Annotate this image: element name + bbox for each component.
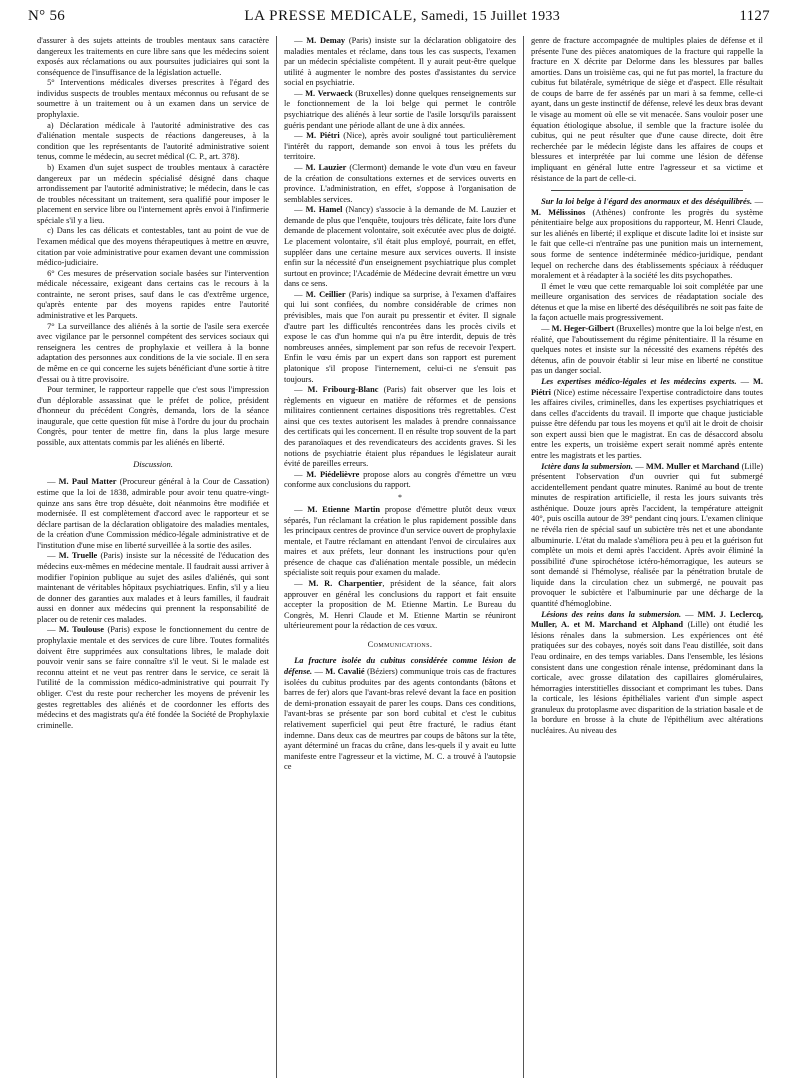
entry-text: (Paris) fait observer que les lois et règlements en vigueur en matière de réformes et de pensions militaires contiennent certaines dispositions très regrettables. C'est ainsi que ces textes autorisent les malades à prendre connaissance des certificats qui les concernent. Il en résulte trop souvent de la part des paranoïaques et des revendicateurs des accidents graves. Si les notions de psychiatrie étaient plus répandues le législateur aurait évité de pareilles erreurs.	[284, 385, 516, 469]
issue-number: N° 56	[28, 8, 66, 24]
speaker-name: M. Piétri	[306, 131, 340, 141]
discussion-entry: — M. Lauzier (Clermont) demande le vote d'un vœu en faveur de la création de consultations externes et de services ouverts en province. L'administration, en effet, s'oppose à l'organisation de semblables services.	[284, 162, 516, 204]
speaker-name: M. Verwaeck	[305, 88, 353, 98]
divider	[551, 190, 743, 191]
communication-title: Lésions des reins dans la submersion.	[541, 609, 682, 619]
entry-text: (Procureur général à la Cour de Cassation) estime que la loi de 1838, admirable pour avoir tenu quatre-vingt-quinze ans sans être trop désuète, doit néanmoins être modifiée et modernisée. Il est complètement d'accord avec le rapporteur et se déclare partisan de la déclaration obligatoire des maladies mentales, de la création d'une Commission médico-légale administrative et de l'institution d'une mise en liberté surveillée à la sortie des asiles.	[37, 477, 269, 550]
entry-text: (Clermont) demande le vote d'un vœu en faveur de la création de consultations externes et de services ouverts en province. L'administration, en effet, s'oppose à l'organisation de semblables services.	[284, 162, 516, 204]
issue-date: Samedi, 15 Juillet 1933	[420, 9, 561, 24]
column-right	[523, 36, 770, 1078]
entry-text: (Nice) estime nécessaire l'expertise contradictoire dans toutes les affaires civiles, criminelles, dans les expertises psychiatriques et dans celles d'accidents du travail. Il importe que chaque justiciable puisse être défendu par tous les moyens et qu'il ait le droit de choisir son expert aussi bien que le magistrat. En cas de désaccord absolu entre les experts, un troisième expert serait nommé après entente entre les magistrats et les parties.	[531, 387, 763, 460]
speaker-name: M. Ceillier	[305, 289, 346, 299]
speaker-name: M. Piétri	[531, 376, 764, 397]
discussion-entry: — M. Etienne Martin propose d'émettre plutôt deux vœux séparés, l'un réclamant la création le plus rapidement possible dans les principaux centres de province d'un service ouvert de prophylaxie mentale, et l'autre réclamant en attendant l'envoi de circulaires aux maires et aux préfets, leur donnant les instructions pour qu'en présence de chaque cas d'aliénation mentale possible, un médecin spécialiste soit requis pour examen du malade.	[284, 504, 516, 578]
page-header	[28, 8, 770, 30]
speaker-name: M. Heger-Gilbert	[551, 324, 615, 334]
discussion-entry: — M. Paul Matter (Procureur général à la Cour de Cassation) estime que la loi de 1838, admirable pour avoir tenu quatre-vingt-quinze ans sans être trop désuète, doit néanmoins être modifiée et modernisée. Il est complètement d'accord avec le rapporteur et se déclare partisan de la déclaration obligatoire des maladies mentales, de la création d'une Commission médico-légale administrative et de l'institution d'une mise en liberté surveillée à la sortie des asiles.	[37, 477, 269, 550]
paragraph: 7° La surveillance des aliénés à la sortie de l'asile sera exercée avec vigilance par le personnel compétent des services sociaux qui renseignera les centres de prophylaxie et veillera à la bonne adaptation des personnes aux conditions de la vie sociale. Il en sera de même en ce qui concerne les sujets bénéficiant d'une sortie à titre d'essai ou à titre provisoire.	[37, 321, 269, 384]
speaker-name: M. Etienne Martin	[307, 504, 381, 514]
entry-text: , président de la séance, fait alors approuver en général les conclusions du rapport et fait ensuite accepter la proposition de M. Etienne Martin. Le Bureau du Congrès, M. Henri Claude et M. Etienne Martin se réuniront ultérieurement pour la rédaction de ces vœux.	[284, 578, 517, 631]
discussion-entry: — M. Piédelièvre propose alors au congrès d'émettre un vœu conforme aux conclusions du rapport.	[284, 469, 517, 490]
discussion-entry: — M. Verwaeck (Bruxelles) donne quelques renseignements sur le fonctionnement de la loi belge qui permet le contrôle psychiatrique des aliénés à leur sortie de l'asile lorsqu'ils paraissent guéris pendant une période allant de une à dix années.	[284, 88, 517, 130]
entry-text: (Paris) insiste sur la nécessité de l'éducation des médecins eux-mêmes en médecine mentale. Il faudrait aussi arriver à modifier l'opinion publique au sujet des asiles d'aliénés, qui sont maintenant de véritables hôpitaux psychiatriques. Enfin, s'il y a lieu de donner des garanties aux malades et à leurs familles, il faudrait aussi en donner aux médecins qui prennent la responsabilité de placer ou de retenir ces malades.	[37, 551, 269, 624]
discussion-entry: — M. Ceillier (Paris) indique sa surprise, à l'examen d'affaires qui lui sont confiées, du nombre considérable de crimes non prévisibles, mais que l'on aurait pu pressentir et éviter. Il signale d'autre part les difficultés rencontrées dans les procès civils et expose le cas d'un homme qui n'a pu être interdit, depuis de très nombreuses années, simplement par son refus de recevoir l'expert. Enfin le vœu émis par un expert dans son rapport est purement platonique s'il propose l'internement, celui-ci ne s'ensuit pas toujours.	[284, 289, 516, 384]
paragraph: b) Examen d'un sujet suspect de troubles mentaux à caractère dangereux par un médecin spécialisé désigné dans chaque arrondissement par l'autorité administrative; le médecin, dans le cas de troubles nécessitant un traitement, sera qualifié pour imposer le placement en service libre ou l'internement après envoi à l'infirmerie spéciale s'il y a lieu.	[37, 162, 269, 225]
entry-text: (Paris) indique sa surprise, à l'examen d'affaires qui lui sont confiées, du nombre considérable de crimes non prévisibles, mais que l'on aurait pu pressentir et éviter. Il signale d'autre part les difficultés rencontrées dans les procès civils et expose le cas d'un homme qui n'a pu être interdit, depuis de très nombreuses années, simplement par son refus de recevoir l'expert. Enfin le vœu émis par un expert dans son rapport est purement platonique s'il propose l'internement, celui-ci ne s'ensuit pas toujours.	[284, 289, 516, 384]
communication-entry: Sur la loi belge à l'égard des anormaux et des déséquilibrés. — M. Mélissinos (Athènes) confronte les progrès du système pénitentiaire belge aux propositions du rapporteur, M. Henri Claude, sur les aliénés en liberté; il explique et discute ladite loi et insiste sur le fait que celle-ci n'entraîne pas une punition mais un internement, sous forme de sentence indéterminée médico-juridique, pendant lequel on recherche dans des établissements spéciaux à rééduquer moralement et à réadapter à la société les dits psychopathes.	[531, 197, 763, 281]
communication-entry: Les expertises médico-légales et les médecins experts. — M. Piétri (Nice) estime nécessaire l'expertise contradictoire dans toutes les affaires civiles, criminelles, dans les expertises psychiatriques et dans celles d'accidents du travail. Il importe que chaque justiciable puisse être défendu par tous les moyens et qu'il ait le droit de choisir son expert aussi bien que le magistrat. En cas de désaccord absolu entre les experts, un troisième expert serait nommé après entente entre les magistrats et les parties.	[531, 376, 764, 460]
entry-text: propose alors au congrès d'émettre un vœu conforme aux conclusions du rapport.	[284, 469, 517, 490]
discussion-entry: — M. Piétri (Nice), après avoir souligné tout particulièrement l'intérêt du rapport, demande son envoi à tous les préfets du territoire.	[284, 131, 516, 162]
paragraph: 5° Interventions médicales diverses prescrites à l'égard des individus suspects de troubles mentaux méconnus ou refusant de se soumettre à un traitement ou à un examen dans un service de prophylaxie.	[37, 78, 269, 120]
separator-star: *	[398, 492, 402, 502]
discussion-entry: — M. Hamel (Nancy) s'associe à la demande de M. Lauzier et demande de plus que l'enquête, toujours très délicate, faite lors d'une demande de placement volontaire, soit exécutée avec plus de doigté. Le placement volontaire, s'il était plus employé, pourrait, en effet, suppléer dans une certaine mesure aux services ouverts. Il insiste enfin sur la nécessité d'un enseignement psychiatrique plus complet surtout en province; l'Académie de Médecine devrait émettre un vœu dans ce sens.	[284, 205, 516, 289]
discussion-entry: — M. Fribourg-Blanc (Paris) fait observer que les lois et règlements en vigueur en matière de réformes et de pensions militaires contiennent certaines dispositions très regrettables. C'est ainsi que ces textes autorisent les malades à prendre connaissance des certificats qui les concernent. Il en résulte trop souvent de la part des paranoïaques et des revendicateurs des accidents graves. Si les notions de psychiatrie étaient plus répandues le législateur aurait évité de pareilles erreurs.	[284, 385, 516, 469]
paragraph: 6° Ces mesures de préservation sociale basées sur l'intervention médicale nécessaire, exigeant dans certains cas le recours à la contrainte, ne seront prises, sauf dans le cas d'extrême urgence, qu'après entente par des moyens rapides entre l'autorité administrative et les Parquets.	[37, 268, 269, 321]
column-left	[30, 36, 276, 1078]
communication-entry: La fracture isolée du cubitus considérée comme lésion de défense. — M. Cavalié (Béziers) communique trois cas de fractures isolées du cubitus produites par des agents contondants (bâtons et barres de fer) alors que l'avant-bras relevé devant la face en position de demi-pronation essayait de parer les coups. Dans ces conditions, l'avant-bras se présente par son bord cubital et c'est le cubitus relativement superficiel qui peut être fracturé, le radius étant indemne. Dans deux cas de meurtres par coups de bâtons sur la tête, ayant déterminé un fracas du crâne, dans les-quels il y avait eu lutte manifeste entre l'agresseur et la victime, M. C. a trouvé à l'autopsie ce	[284, 656, 517, 772]
speaker-name: M. Fribourg-Blanc	[307, 385, 379, 395]
communications-heading: Communications.	[367, 639, 433, 649]
entry-text: (Paris) insiste sur la déclaration obligatoire des maladies mentales et réclame, dans tous les cas suspects, l'examen par un médecin spécialiste compétent. Il y aurait peut-être quelque utilité à augmenter le nombre des postes d'assistantes du service social en psychiatrie.	[284, 36, 516, 88]
discussion-heading: Discussion.	[133, 458, 173, 469]
journal-title: LA PRESSE MEDICALE,	[244, 8, 418, 24]
speaker-name: M. Demay	[306, 36, 346, 45]
entry-text: (Paris) expose le fonctionnement du centre de prophylaxie mentale et des services de cure libre. Toutes formalités doivent être supprimées aux consultations libres, le malade doit pouvoir venir sans se faire connaître s'il le veut. Si le malade est reconnu atteint et ne veut pas rentrer dans le service, ce serait là l'utilité de la commission médico-administrative qui pourrait l'y obliger. C'est du reste pour rechercher les moyens de prévenir les gestes regrettables des aliénés et de coordonner les efforts des médecins et des magistrats qu'a été fondée la Société de Prophylaxie criminelle.	[37, 625, 269, 730]
page-number: 1127	[739, 8, 770, 24]
paragraph: a) Déclaration médicale à l'autorité administrative des cas d'aliénation mentale suspects de réactions dangereuses, à la condition que les représentants de l'autorité administrative soient tenus, comme le médecin, au secret médical (C. P., art. 378).	[37, 120, 269, 162]
speaker-name: M. Paul Matter	[58, 477, 117, 487]
paragraph: c) Dans les cas délicats et contestables, tant au point de vue de l'examen médical que des moyens thérapeutiques à mettre en œuvre, citation par voie administrative pour examen devant une commission médico-judiciaire.	[37, 226, 269, 268]
communication-title: La fracture isolée du cubitus considérée comme lésion de défense.	[284, 656, 516, 677]
paragraph: Il émet le vœu que cette remarquable loi soit complétée par une meilleure organisation des services de réadaptation sociale des détenus et que la mise en liberté des déséquilibrés ne soit pas faite de la façon actuelle mais progressivement.	[531, 281, 763, 323]
entry-text: (Nice), après avoir souligné tout particulièrement l'intérêt du rapport, demande son envoi à tous les préfets du territoire.	[284, 131, 516, 162]
entry-text: (Bruxelles) donne quelques renseignements sur le fonctionnement de la loi belge qui permet le contrôle psychiatrique des aliénés à leur sortie de l'asile lorsqu'ils paraissent guéris pendant une période allant de une à dix années.	[284, 88, 517, 130]
article-columns	[30, 36, 770, 1078]
entry-text: propose d'émettre plutôt deux vœux séparés, l'un réclamant la création le plus rapidement possible dans les principaux centres de province d'un service ouvert de prophylaxie mentale, et l'autre réclamant en attendant l'envoi de circulaires aux maires et aux préfets, leur donnant les instructions pour qu'en présence de chaque cas d'aliénation mentale possible, un médecin spécialiste soit requis pour examen du malade.	[284, 504, 516, 578]
entry-text: (Lille) ont étudié les lésions rénales dans la submersion. Les expériences ont été pratiquées sur des cobayes, noyés soit dans l'eau distillée, soit dans l'eau ordinaire, en des temps variables. Dans l'ensemble, les lésions consistent dans une congestion rénale intense, prédominant dans la corticale, avec grosse dilatation des capillaires glomérulaires, hémorragies interstitielles dissociant et comprimant les tubes. Dans la corticale, les lésions épithéliales varient d'un simple aspect granuleux du protoplasme avec disparition de la striation basale et de la bordure en brosse à la chute de l'épithélium avec altérations nucléaires. Au niveau des	[531, 620, 763, 735]
communication-entry: Lésions des reins dans la submersion. — MM. J. Leclercq, Muller, A. et M. Marchand et Alphand (Lille) ont étudié les lésions rénales dans la submersion. Les expériences ont été pratiquées sur des cobayes, noyés soit dans l'eau distillée, soit dans l'eau ordinaire, en des temps variables. Dans l'ensemble, les lésions consistent dans une congestion rénale intense, prédominant dans la corticale, avec grosse dilatation des capillaires glomérulaires, hémorragies interstitielles dissociant et comprimant les tubes. Dans la corticale, les lésions épithéliales varient d'un simple aspect granuleux du protoplasme avec disparition de la striation basale et de la bordure en brosse à la chute de l'épithélium avec altérations nucléaires. Au niveau des	[531, 609, 763, 735]
entry-text: (Athènes) confronte les progrès du système pénitentiaire belge aux propositions du rapporteur, M. Henri Claude, sur les aliénés en liberté; il explique et discute ladite loi et insiste sur le fait que celle-ci n'entraîne pas une punition mais un internement, sous forme de sentence indéterminée médico-juridique, pendant lequel on recherche dans des établissements spéciaux à rééduquer moralement et à réadapter à la société les dits psychopathes.	[531, 207, 763, 281]
communication-title: Les expertises médico-légales et les médecins experts.	[541, 376, 737, 386]
discussion-entry: — M. Heger-Gilbert (Bruxelles) montre que la loi belge n'est, en réalité, que l'aboutissement du régime pénitentiaire. Il la résume en quelques notes et insiste sur la nécessité des examens répétés des détenus, afin de pouvoir établir si leur mise en liberté ne constitue pas un danger social.	[531, 324, 763, 376]
speaker-name: M. Toulouse	[58, 625, 104, 635]
speaker-name: M. Cavalié	[325, 667, 365, 677]
paragraph: d'assurer à des sujets atteints de troubles mentaux sans caractère dangereux les traitements en cure libre sans que les médecins soient exposés aux réclamations ou aux poursuites judiciaires qui sont la conséquence de l'insuffisance de la législation actuelle.	[37, 36, 269, 77]
paragraph: genre de fracture accompagnée de multiples plaies de défense et il présente l'une des pièces anatomiques de la fracture qui rappelle la fracture en X décrite par Delorme dans les blessures par balles amorties. Dans un troisième cas, qui ne fut pas mortel, la fracture du cubitus fut bilatérale, symétrique de siège et d'aspect. Elle résultait de coups de barre de fer assénés par un mari à sa femme, celle-ci ayant, dans un geste instinctif de défense, relevé les deux bras devant le visage au moment où elle se vit menacée. Sans vouloir poser une équation étiologique absolue, il semble que la fracture isolée du cubitus, qui ne peut résulter que d'une cause directe, doit être recherchée par le médecin légiste dans les affaires de coups et blessures et interprétée par lui comme une lésion de défense impliquant en général lutte entre l'agresseur et sa victime et résistance de la part de celle-ci.	[531, 36, 763, 183]
column-middle	[276, 36, 523, 1078]
communication-title: Sur la loi belge à l'égard des anormaux et des déséquilibrés.	[541, 197, 753, 207]
speaker-name: MM. J. Leclercq, Muller, A. et M. Marchand et Alphand	[531, 609, 763, 630]
entry-text: (Lille) présentent l'observation d'un ouvrier qui fut submergé accidentellement pendant quatre minutes. Ranimé au bout de trente minutes de respiration artificielle, il resta les jours suivants très asthénique. Douze jours après l'accident, la température atteignit 40°, puis oscilla autour de 39° pendant cinq jours. L'examen clinique ne révéla rien de spécial sauf un subictère très net et une abondante albuminurie. L'état du malade s'améliora peu à peu et la guérison fut complète un mois et demi après l'accident. Après avoir éliminé la possibilité d'une spirochétose ictéro-hémorragique, les auteurs se sont demandé si l'hémolyse, réalisée par la pénétration brutale de liquide dans la circulation chez un submergé, ne pouvait pas provoquer le subictère et l'albuminurie par une décharge de la quantité d'hémoglobine.	[531, 461, 763, 609]
entry-text: (Bruxelles) montre que la loi belge n'est, en réalité, que l'aboutissement du régime pénitentiaire. Il la résume en quelques notes et insiste sur la nécessité des examens répétés des détenus, afin de pouvoir établir si leur mise en liberté ne constitue pas un danger social.	[531, 324, 763, 376]
entry-text: (Nancy) s'associe à la demande de M. Lauzier et demande de plus que l'enquête, toujours très délicate, faite lors d'une demande de placement volontaire, soit exécutée avec plus de doigté. Le placement volontaire, s'il était plus employé, pourrait, en effet, suppléer dans une certaine mesure aux services ouverts. Il insiste enfin sur la nécessité d'un enseignement psychiatrique plus complet surtout en province; l'Académie de Médecine devrait émettre un vœu dans ce sens.	[284, 205, 516, 289]
discussion-entry: — M. Truelle (Paris) insiste sur la nécessité de l'éducation des médecins eux-mêmes en médecine mentale. Il faudrait aussi arriver à modifier l'opinion publique au sujet des asiles d'aliénés, qui sont maintenant de véritables hôpitaux psychiatriques. Enfin, s'il y a lieu de donner des garanties aux malades et à leurs familles, il faudrait aussi en donner aux médecins qui prennent la responsabilité de placer ou de retenir ces malades.	[37, 551, 269, 624]
speaker-name: M. Hamel	[305, 205, 343, 215]
speaker-name: M. Piédelièvre	[306, 469, 360, 479]
discussion-entry: — M. Demay (Paris) insiste sur la déclaration obligatoire des maladies mentales et réclame, dans tous les cas suspects, l'examen par un médecin spécialiste compétent. Il y aurait peut-être quelque utilité à augmenter le nombre des postes d'assistantes du service social en psychiatrie.	[284, 36, 516, 88]
speaker-name: M. Lauzier	[305, 162, 347, 172]
discussion-entry: — M. Toulouse (Paris) expose le fonctionnement du centre de prophylaxie mentale et des services de cure libre. Toutes formalités doivent être supprimées aux consultations libres, le malade doit pouvoir venir sans se faire connaître s'il le veut. Si le malade est reconnu atteint et ne veut pas rentrer dans le service, ce serait là l'utilité de la commission médico-administrative qui pourrait l'y obliger. C'est du reste pour rechercher les moyens de prévenir les gestes regrettables des aliénés et de coordonner les efforts des médecins et des magistrats qu'a été fondée la Société de Prophylaxie criminelle.	[37, 625, 269, 730]
speaker-name: M. Mélissinos	[531, 207, 586, 217]
communication-title: Ictère dans la submersion.	[541, 461, 633, 471]
speaker-name: M. R. Charpentier	[308, 578, 383, 588]
entry-text: (Béziers) communique trois cas de fractures isolées du cubitus produites par des agents contondants (bâtons et barres de fer) alors que l'avant-bras relevé devant la face en position de demi-pronation essayait de parer les coups. Dans ces conditions, l'avant-bras se présente par son bord cubital et c'est le cubitus relativement superficiel qui peut être fracturé, le radius étant indemne. Dans deux cas de meurtres par coups de bâtons sur la tête, ayant déterminé un fracas du crâne, dans les-quels il y avait eu lutte manifeste entre l'agresseur et la victime, M. C. a trouvé à l'autopsie ce	[284, 667, 517, 772]
paragraph: Pour terminer, le rapporteur rappelle que c'est sous l'impression d'un déplorable assassinat que le préfet de police, président d'honneur du précédent Congrès, demanda, lors de la séance inaugurale, que cette question fût mise à l'ordre du jour du prochain Congrès, pour tenter de mettre fin, dans la plus large mesure possible, aux attentats commis par les aliénés en liberté.	[37, 385, 269, 447]
speaker-name: MM. Muller et Marchand	[645, 461, 740, 471]
journal-masthead	[244, 8, 560, 25]
communication-entry: Ictère dans la submersion. — MM. Muller et Marchand (Lille) présentent l'observation d'un ouvrier qui fut submergé accidentellement pendant quatre minutes. Ranimé au bout de trente minutes de respiration artificielle, il resta les jours suivants très asthénique. Douze jours après l'accident, la température atteignit 40°, puis oscilla autour de 39° pendant cinq jours. L'examen clinique ne révéla rien de spécial sauf un subictère très net et une abondante albuminurie. L'état du malade s'améliora peu à peu et la guérison fut complète un mois et demi après l'accident. Après avoir éliminé la possibilité d'une spirochétose ictéro-hémorragique, les auteurs se sont demandé si l'hémolyse, réalisée par la pénétration brutale de liquide dans la circulation chez un submergé, ne pouvait pas provoquer le subictère et l'albuminurie par une décharge de la quantité d'hémoglobine.	[531, 461, 763, 609]
discussion-entry: — M. R. Charpentier, président de la séance, fait alors approuver en général les conclusions du rapport et fait ensuite accepter la proposition de M. Etienne Martin. Le Bureau du Congrès, M. Henri Claude et M. Etienne Martin se réuniront ultérieurement pour la rédaction de ces vœux.	[284, 578, 517, 631]
speaker-name: M. Truelle	[58, 551, 98, 561]
